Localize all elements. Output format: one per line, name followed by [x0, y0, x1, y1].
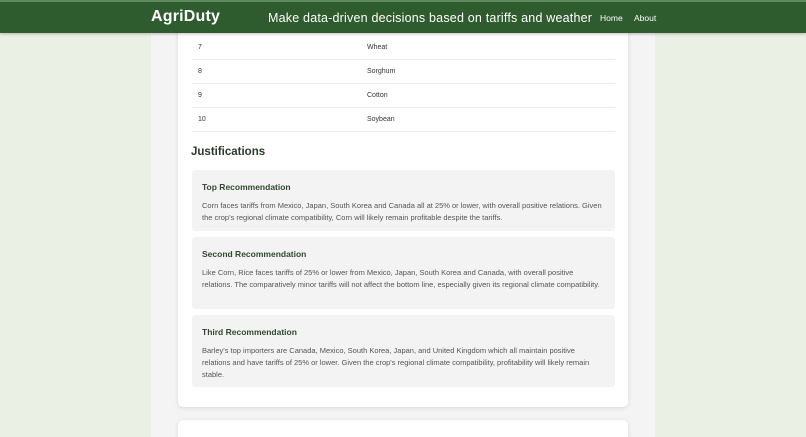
- rank-cell: 8: [198, 68, 202, 75]
- recommendation-text: Corn faces tariffs from Mexico, Japan, South Korea and Canada all at 25% or lower, with overall positive relations. Given the crop's regional climate compatibility, Corn will likely remain profitable despite the tariffs.: [202, 201, 602, 222]
- rank-cell: 7: [198, 44, 202, 51]
- recommendation-heading: Second Recommendation: [202, 249, 307, 259]
- table-row: [192, 60, 615, 84]
- logo[interactable]: AgriDuty: [151, 8, 221, 25]
- recommendation-text: Barley's top importers are Canada, Mexico, South Korea, Japan, and United Kingdom which all maintain positive relations and have tariffs of 25% or lower. Given the crop's regional climate compatibility, profitability will likely remain stable.: [202, 346, 590, 379]
- crop-cell: Soybean: [367, 116, 395, 123]
- tagline: Make data-driven decisions based on tariffs and weather: [268, 11, 593, 25]
- recommendation-heading: Top Recommendation: [202, 182, 291, 192]
- crop-cell: Sorghum: [367, 68, 396, 75]
- nav-about-link[interactable]: About: [634, 13, 657, 23]
- third-recommendation-card: [192, 315, 615, 387]
- nav-home-link[interactable]: Home: [600, 13, 623, 23]
- crop-cell: Cotton: [367, 92, 388, 99]
- top-recommendation-card: [192, 170, 615, 231]
- justifications-title: Justifications: [191, 146, 266, 158]
- navbar: [0, 0, 806, 33]
- second-recommendation-card: [192, 237, 615, 309]
- rank-cell: 10: [198, 116, 206, 123]
- next-card: [178, 420, 628, 437]
- table-row: [192, 108, 615, 132]
- table-row: [192, 36, 615, 60]
- recommendation-heading: Third Recommendation: [202, 327, 297, 337]
- rank-cell: 9: [198, 92, 202, 99]
- crop-cell: Wheat: [367, 44, 388, 51]
- table-row: [192, 84, 615, 108]
- recommendation-text: Like Corn, Rice faces tariffs of 25% or lower from Mexico, Japan, South Korea and Canada, with overall positive relations. The comparatively minor tariffs will not affect the bottom line, especially given its regional climate compatibility.: [202, 268, 600, 289]
